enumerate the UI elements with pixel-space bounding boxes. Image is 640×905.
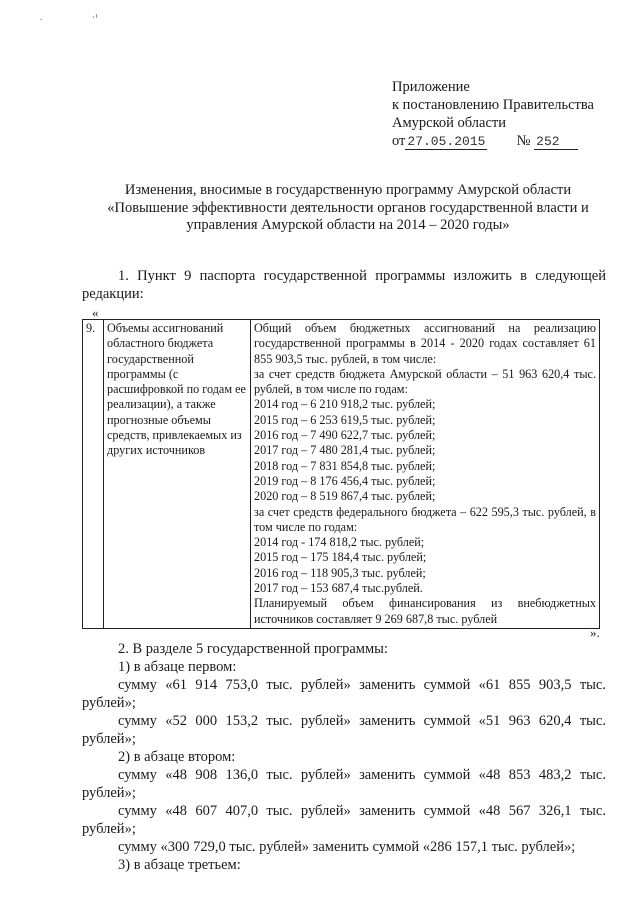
title-line-2: «Повышение эффективности деятельности органов государственной власти и [107,199,589,216]
regional-year-2014: 2014 год – 6 210 918,2 тыс. рублей; [254,397,436,412]
intro-paragraph: 1. Пункт 9 паспорта государственной программы изложить в следующей редакции: [82,268,606,302]
close-quote: ». [590,625,600,640]
scan-mark-right: ·¹ [92,12,98,22]
item-1-replacement-b: сумму «52 000 153,2 тыс. рублей» заменить суммой «51 963 620,4 тыс. [118,713,606,729]
item-2-replacement-c: сумму «300 729,0 тыс. рублей» заменить суммой «286 157,1 тыс. рублей»; [118,839,576,855]
date-prefix: от [392,133,406,149]
item-2-heading: 2) в абзаце втором: [118,749,236,765]
appendix-line3: Амурской области [392,115,506,131]
item-1-replacement-b-tail: рублей»; [82,731,136,747]
passport-table [82,319,600,629]
table-row [83,320,600,629]
regional-year-2018: 2018 год – 7 831 854,8 тыс. рублей; [254,458,436,473]
regional-year-2017: 2017 год – 7 480 281,4 тыс. рублей; [254,443,436,458]
row-number: 9. [83,320,104,629]
appendix-title: Приложение [392,79,470,95]
item-1-replacement-a-tail: рублей»; [82,695,136,711]
document-title [78,182,618,235]
federal-year-2015: 2015 год – 175 184,4 тыс. рублей; [254,550,427,565]
federal-year-2017: 2017 год – 153 687,4 тыс.рублей. [254,581,423,596]
item-2-replacement-b-tail: рублей»; [82,821,136,837]
appendix-block [392,78,594,151]
item-2-replacement-a: сумму «48 908 136,0 тыс. рублей» заменить суммой «48 853 483,2 тыс. [118,767,606,783]
item-1-replacement-a: сумму «61 914 753,0 тыс. рублей» заменить суммой «61 855 903,5 тыс. [118,677,606,693]
federal-funding: за счет средств федерального бюджета – 622 595,3 тыс. рублей, в том числе по годам: [254,504,596,534]
item-2-replacement-b: сумму «48 607 407,0 тыс. рублей» заменить суммой «48 567 326,1 тыс. [118,803,606,819]
row-label [104,320,251,629]
regional-year-2019: 2019 год – 8 176 456,4 тыс. рублей; [254,473,436,488]
scan-mark-left: . [40,12,43,22]
number-prefix: № [516,133,531,149]
item-2-replacement-a-tail: рублей»; [82,785,136,801]
title-line-3: управления Амурской области на 2014 – 2020 годы» [186,217,510,233]
section-2-heading: 2. В разделе 5 государственной программы: [118,641,388,657]
row-content [251,320,600,629]
regional-year-2020: 2020 год – 8 519 867,4 тыс. рублей; [254,489,436,504]
item-3-heading: 3) в абзаце третьем: [118,857,241,873]
regional-year-2015: 2015 год – 6 253 619,5 тыс. рублей; [254,412,436,427]
title-line-1: Изменения, вносимые в государственную программу Амурской области [124,182,572,198]
federal-year-2014: 2014 год - 174 818,2 тыс. рублей; [254,535,425,550]
regional-year-2016: 2016 год – 7 490 622,7 тыс. рублей; [254,428,436,443]
row-label-text: Объемы ассигнований областного бюджета государственной программы (с расшифровкой по годам ее реализации), а также прогнозные объемы средств, привлекаемых из других источников [107,321,246,458]
decree-date: 27.05.2015 [407,134,486,149]
appendix-line2: к постановлению Правительства [392,97,594,113]
decree-number: 252 [534,134,577,150]
total-funding: Общий объем бюджетных ассигнований на реализацию государственной программы в 2014 - 2020 годах составляет 61 855 903,5 тыс. рублей, в том числе: [254,321,596,366]
open-quote: « [92,305,99,320]
appendix-date-line [392,132,594,151]
federal-year-2016: 2016 год – 118 905,3 тыс. рублей; [254,565,426,580]
regional-funding: за счет средств бюджета Амурской области – 51 963 620,4 тыс. рублей, в том числе по годам: [254,366,596,397]
item-1-heading: 1) в абзаце первом: [118,659,237,675]
extrabudgetary-funding: Планируемый объем финансирования из внебюджетных источников составляет 9 269 687,8 тыс. рублей [254,596,596,626]
section-2 [82,640,606,874]
